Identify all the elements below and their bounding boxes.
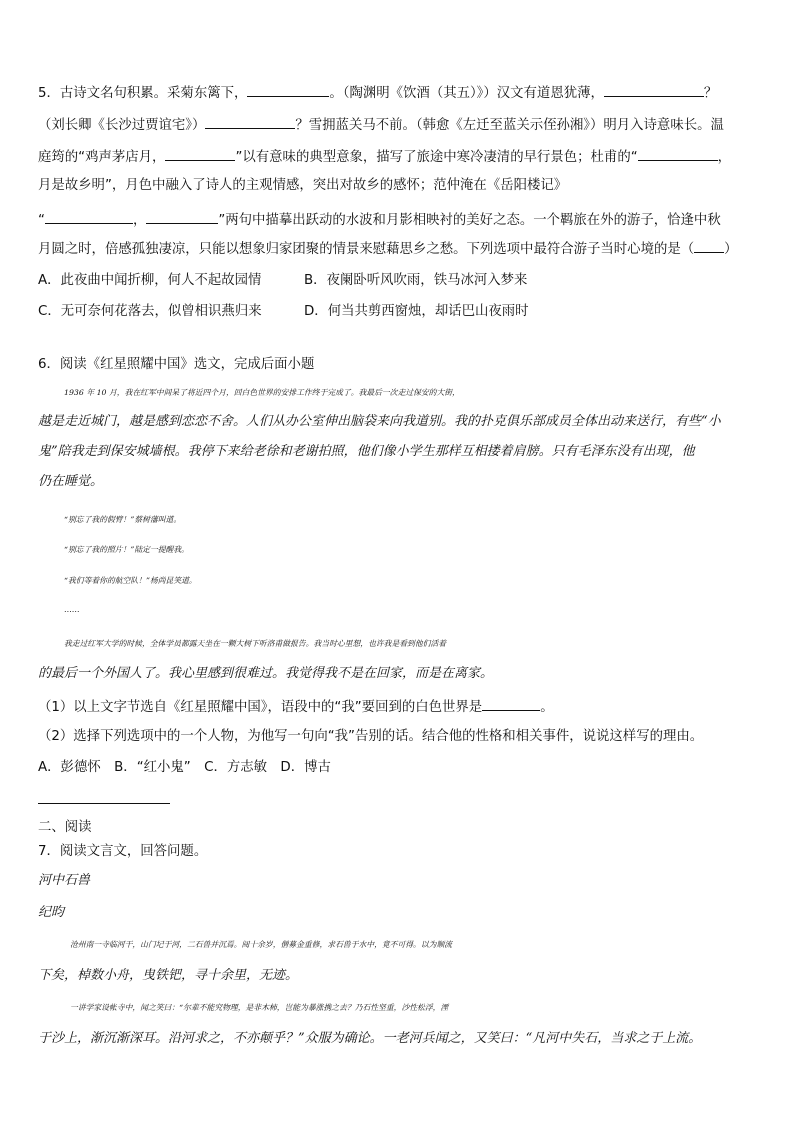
q5-text: 庭筠的“鸡声茅店月， [38, 150, 166, 165]
q6-text: 。 [540, 700, 554, 715]
quote-line: “别忘了我的照片！”陆定一提醒我。 [64, 545, 189, 554]
q6-title: 6．阅读《红星照耀中国》选文，完成后面小题 [38, 357, 315, 372]
section-heading: 二、阅读 [38, 820, 92, 835]
q5-text: ？ [703, 86, 718, 101]
q5-line-4: 月是故乡明”，月色中融入了诗人的主观情感，突出对故乡的感怀；范仲淹在《岳阳楼记》 [38, 178, 568, 193]
classical-line: 于沙上，渐沉渐深耳。沿河求之，不亦颠乎？”众服为确论。一老河兵闻之，又笑曰：“凡河中失石，当求之于上流。 [38, 1031, 702, 1046]
q5-line-3 [38, 146, 758, 168]
q5-text: ”以有意味的典型意象，描写了旅途中寒冷凄清的早行景色；杜甫的“ [235, 150, 638, 165]
classical-line: 下矣，棹数小舟，曳铁钯，寻十余里，无迹。 [38, 968, 299, 983]
article-title: 河中石兽 [38, 873, 91, 888]
q5-text: ”两句中描摹出跃动的水波和月影相映衬的美好之态。一个羁旅在外的游子，恰逢中秋 [218, 213, 721, 228]
divider-rule [38, 803, 170, 804]
answer-blank[interactable] [638, 146, 718, 161]
passage-line: 我走过红军大学的时候，全体学员都露天坐在一颗大树下听洛甫做报告。我当时心里想，也许我是看到他们活着 [64, 639, 447, 648]
q5-text: ， [132, 213, 147, 228]
q5-line-2 [38, 114, 758, 136]
q5-line-5 [38, 209, 758, 231]
q5-text: 月圆之时，倍感孤独凄凉，只能以想象归家团聚的情景来慰藉思乡之愁。下列选项中最符合游子当时心境的是（ [38, 242, 695, 257]
answer-blank[interactable] [604, 82, 704, 97]
q5-option-c: C．无可奈何花落去，似曾相识燕归来 [38, 304, 262, 319]
q6-options: A．彭德怀 B．“红小鬼” C．方志敏 D．博古 [38, 760, 331, 775]
quote-line: “别忘了我的假臂！”蔡树藩叫道。 [64, 515, 182, 524]
q5-line-1 [38, 82, 758, 104]
q6-sub2: （2）选择下列选项中的一个人物，为他写一句向“我”告别的话。结合他的性格和相关事件，说说这样写的理由。 [38, 729, 704, 744]
q5-text: 5．古诗文名句积累。采菊东篱下， [38, 86, 248, 101]
quote-line: “我们等着你的航空队！”杨尚昆笑道。 [64, 576, 197, 585]
classical-line: 一讲学家设帐寺中，闻之笑曰：“尔辈不能究物理，是非木柿，岂能为暴涨携之去？乃石性坚重，沙性松浮，湮 [70, 1003, 449, 1012]
q5-text: “ [38, 213, 45, 228]
passage-line: 的最后一个外国人了。我心里感到很难过。我觉得我不是在回家，而是在离家。 [38, 666, 494, 681]
answer-blank[interactable] [482, 696, 540, 711]
q5-text: ） [724, 242, 738, 257]
answer-blank[interactable] [205, 114, 295, 129]
answer-blank[interactable] [165, 146, 235, 161]
passage-line: 越是走近城门，越是感到恋恋不舍。人们从办公室伸出脑袋来向我道别。我的扑克俱乐部成员全体出动来送行，有些“小 [38, 414, 721, 429]
classical-line: 沧州南一寺临河干，山门圮于河，二石兽并沉焉。阅十余岁，僧募金重修，求石兽于水中，竟不可得。以为顺流 [70, 940, 453, 949]
q6-sub1 [38, 696, 758, 718]
q5-text: 。（陶渊明《饮酒（其五）》）汉文有道恩犹薄， [329, 86, 604, 101]
q5-option-b: B．夜阑卧听风吹雨，铁马冰河入梦来 [304, 273, 528, 288]
answer-blank[interactable] [45, 209, 133, 224]
q6-text: （1）以上文字节选自《红星照耀中国》，语段中的“我”要回到的白色世界是 [38, 700, 483, 715]
passage-line: 鬼”陪我走到保安城墙根。我停下来给老徐和老谢拍照，他们像小学生那样互相搂着肩膀。只有毛泽东没有出现，他 [38, 444, 695, 459]
answer-blank[interactable] [146, 209, 218, 224]
answer-blank[interactable] [247, 82, 329, 97]
passage-line: 仍在睡觉。 [38, 474, 104, 489]
q5-option-a: A．此夜曲中闻折柳，何人不起故园情 [38, 273, 262, 288]
q5-text: ， [717, 150, 732, 165]
ellipsis-line: …… [64, 605, 80, 614]
q7-title: 7．阅读文言文，回答问题。 [38, 844, 208, 859]
q5-line-6 [38, 240, 758, 260]
q5-text: ？雪拥蓝关马不前。（韩愈《左迁至蓝关示侄孙湘》）明月入诗意味长。温 [295, 118, 724, 133]
passage-line: 1936 年 10 月，我在红军中间呆了将近四个月，回白色世界的安排工作终于完成了。我最后一次走过保安的大街， [64, 388, 460, 397]
answer-blank[interactable] [694, 240, 724, 253]
q5-text: （刘长卿《长沙过贾谊宅》） [38, 118, 206, 133]
q5-option-d: D．何当共剪西窗烛，却话巴山夜雨时 [304, 304, 529, 319]
article-author: 纪昀 [38, 905, 65, 920]
